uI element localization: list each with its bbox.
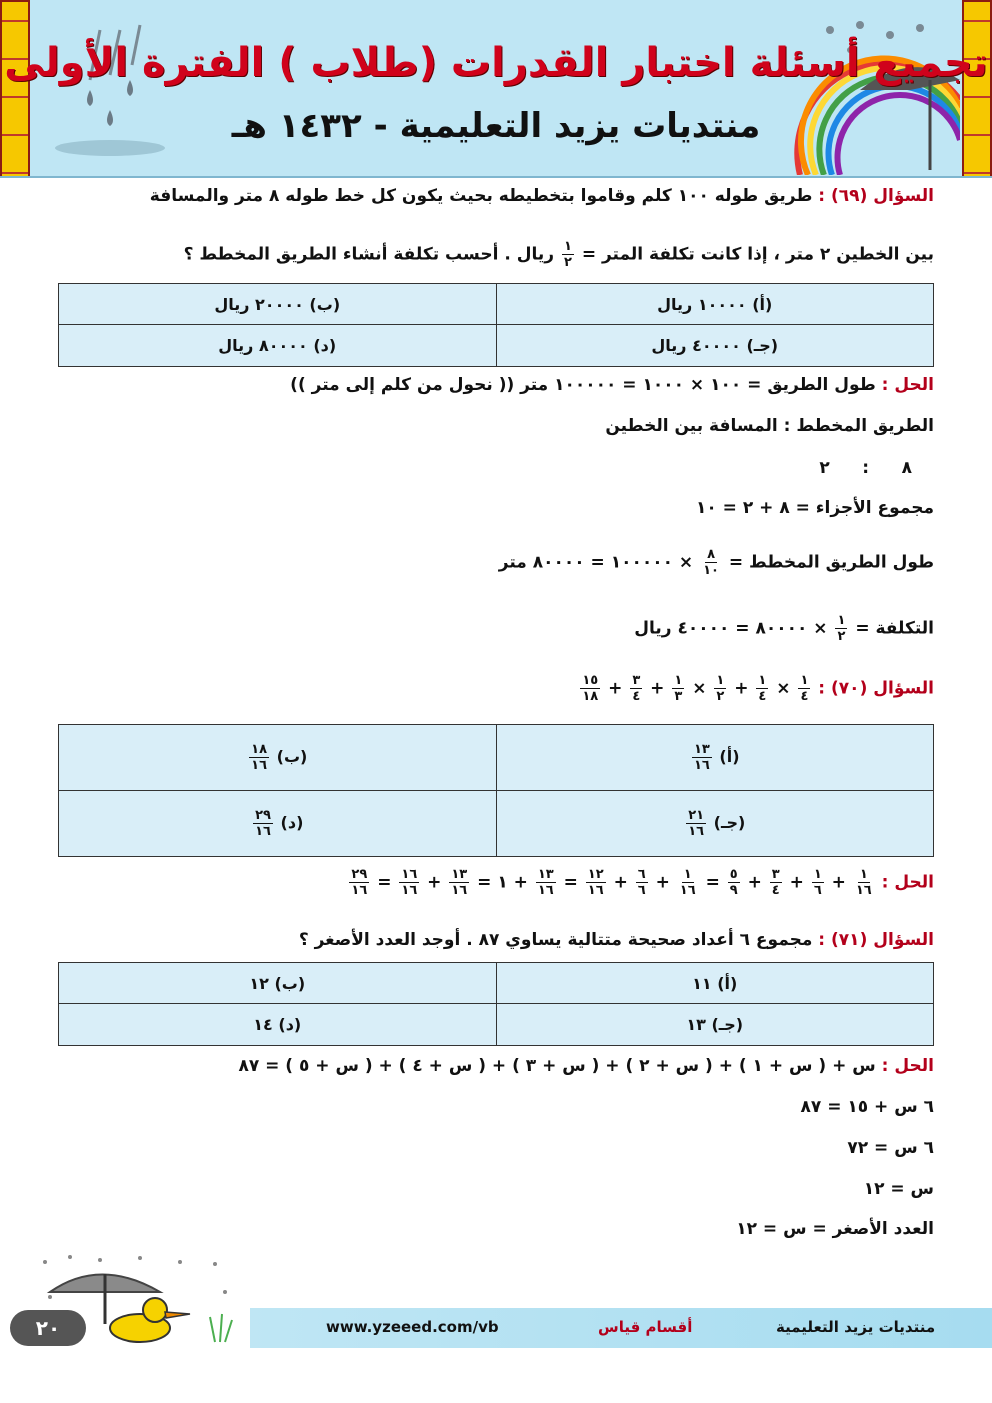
q70-solution-line: الحل : $\frac{١}{١٦}$ + $\frac{١}{٦}$ + $\frac{٣}{٤}$ + $\frac{٥}{٩}$ = $\frac{١}{١٦}$ + $\frac{٦}{٦}$ + $\frac{١٢}{١٦}$ = $\frac{١٣}{١٦}$ + ١ = $\frac{١٣}{١٦}$ + $\frac{١٦}{١٦}$ = $\frac{٢٩}{١٦}$	[351, 867, 934, 898]
q69-option-c[interactable]: (جـ) ٤٠٠٠٠ ريال	[496, 325, 934, 367]
footer-section: أقسام قياس	[598, 1318, 693, 1336]
q71-solution-line1: الحل : س + ( س + ١ ) + ( س + ٢ ) + ( س + ٣ ) + ( س + ٤ ) + ( س + ٥ ) = ٨٧	[238, 1056, 934, 1076]
q69-option-d[interactable]: (د) ٨٠٠٠٠ ريال	[59, 325, 497, 367]
q71-option-d[interactable]: (د) ١٤	[59, 1004, 497, 1046]
q69-solution-ratio: ٨ : ٢	[819, 458, 912, 478]
fraction-half: $\frac{١}{٢}$	[563, 239, 572, 270]
q69-text-line2	[184, 240, 934, 269]
q71-label: السؤال (٧١) :	[818, 930, 934, 950]
fraction-eight-tenths: $\frac{٨}{١٠}$	[703, 547, 719, 578]
page-footer	[0, 1300, 992, 1352]
q71-option-a[interactable]: (أ) ١١	[496, 963, 934, 1004]
q69-solution-line6: التكلفة = $\frac{١}{٢}$ × ٨٠٠٠٠ = ٤٠٠٠٠ ريال	[634, 613, 934, 644]
decorative-border-left	[0, 0, 30, 178]
q69-solution-line4: مجموع الأجزاء = ٨ + ٢ = ١٠	[695, 498, 934, 518]
q71-text-line: السؤال (٧١) : مجموع ٦ أعداد صحيحة متتالية يساوي ٨٧ . أوجد العدد الأصغر ؟	[298, 930, 934, 950]
q71-solution-line3: ٦ س = ٧٢	[847, 1138, 934, 1158]
rainbow-umbrella-illustration	[790, 10, 960, 175]
q69-label: السؤال (٦٩) :	[818, 186, 934, 206]
q70-label: السؤال (٧٠) :	[818, 678, 934, 699]
page-number: ٢٠	[10, 1310, 86, 1346]
footer-url-link[interactable]: www.yzeeed.com/vb	[326, 1318, 499, 1336]
q69-solution-line5: طول الطريق المخطط = $\frac{٨}{١٠}$ × ١٠٠٠٠٠ = ٨٠٠٠٠ متر	[498, 547, 934, 578]
q69-options-table	[58, 283, 934, 367]
q70-option-c[interactable]: (جـ) $\frac{٢١}{١٦}$	[496, 791, 934, 857]
q69-text2a: بين الخطين ٢ متر ، إذا كانت تكلفة المتر =	[581, 244, 934, 265]
q69-solution-label: الحل :	[881, 375, 934, 395]
page-title: تجميع أسئلة اختبار القدرات (طلاب ) الفترة الأولى	[4, 40, 988, 86]
q69-text1: طريق طوله ١٠٠ كلم وقاموا بتخطيطه بحيث يكون كل خط طوله ٨ متر والمسافة	[149, 186, 813, 206]
q71-solution-line2: ٦ س + ١٥ = ٨٧	[800, 1097, 934, 1117]
q70-option-b[interactable]: (ب) $\frac{١٨}{١٦}$	[59, 725, 497, 791]
q71-options-table	[58, 962, 934, 1046]
q70-expression-line: السؤال (٧٠) : $\frac{١}{٤}$ × $\frac{١}{٤}$ + $\frac{١}{٢}$ × $\frac{١}{٣}$ + $\frac{٣}{٤}$ + $\frac{١٥}{١٨}$	[582, 673, 934, 704]
q71-solution-line4: س = ١٢	[863, 1179, 934, 1199]
footer-forum-name: منتديات يزيد التعليمية	[776, 1318, 936, 1336]
q69-solution-line1: الحل : طول الطريق = ١٠٠ × ١٠٠٠ = ١٠٠٠٠٠ متر (( نحول من كلم إلى متر ))	[290, 375, 934, 395]
q71-option-c[interactable]: (جـ) ١٣	[496, 1004, 934, 1046]
q69-option-b[interactable]: (ب) ٢٠٠٠٠ ريال	[59, 284, 497, 325]
q70-options-table	[58, 724, 934, 857]
q69-text2b: ريال . أحسب تكلفة أنشاء الطريق المخطط ؟	[183, 244, 555, 265]
q69-option-a[interactable]: (أ) ١٠٠٠٠ ريال	[496, 284, 934, 325]
page-header	[0, 0, 992, 178]
q70-option-a[interactable]: (أ) $\frac{١٣}{١٦}$	[496, 725, 934, 791]
fraction-half: $\frac{١}{٢}$	[837, 613, 846, 644]
page-subtitle: منتديات يزيد التعليمية - ١٤٣٢ هـ	[231, 106, 761, 146]
q71-solution-label: الحل :	[881, 1056, 934, 1076]
q69-solution-line2: الطريق المخطط : المسافة بين الخطين	[605, 416, 934, 436]
q71-option-b[interactable]: (ب) ١٢	[59, 963, 497, 1004]
q69-text-line1	[150, 186, 934, 206]
q71-solution-line5: العدد الأصغر = س = ١٢	[736, 1219, 934, 1239]
q70-option-d[interactable]: (د) $\frac{٢٩}{١٦}$	[59, 791, 497, 857]
q70-solution-label: الحل :	[881, 872, 934, 893]
decorative-border-right	[962, 0, 992, 178]
